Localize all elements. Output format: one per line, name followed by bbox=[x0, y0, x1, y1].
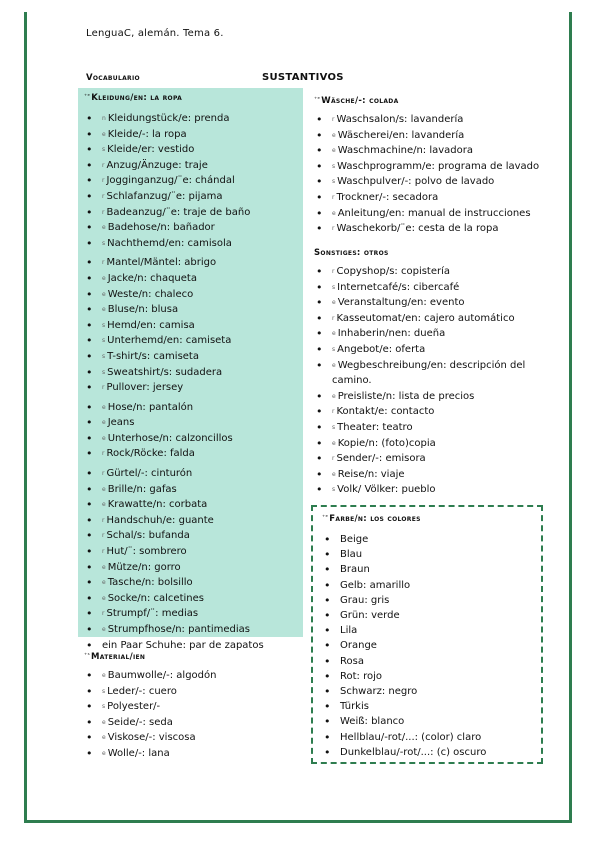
list-item bbox=[318, 714, 486, 729]
gender-marker: e bbox=[102, 749, 106, 757]
list-item bbox=[310, 264, 560, 280]
list-item-text: Strumpf/¨: medias bbox=[106, 608, 199, 620]
gender-marker: e bbox=[102, 563, 106, 571]
list-item-text: Trockner/-: secadora bbox=[336, 191, 439, 203]
gender-marker: r bbox=[332, 408, 335, 416]
gender-marker: r bbox=[102, 450, 105, 458]
list-item-text: Veranstaltung/en: evento bbox=[337, 297, 465, 309]
gender-marker: r bbox=[332, 268, 335, 275]
list-item bbox=[80, 622, 302, 638]
list-item bbox=[80, 746, 216, 762]
list-item bbox=[80, 638, 302, 654]
list-item-text: Brille/n: gafas bbox=[107, 483, 177, 495]
list-item bbox=[318, 638, 486, 653]
gender-marker: e bbox=[332, 439, 336, 447]
list-item-text: Hose/n: pantalón bbox=[107, 401, 194, 413]
gender-marker: r bbox=[102, 208, 105, 216]
vocab-title: Vocabulario bbox=[86, 73, 140, 83]
gender-marker: s bbox=[332, 486, 336, 494]
list-item bbox=[80, 699, 216, 715]
list-item-text: Kleide/-: la ropa bbox=[107, 128, 187, 140]
gender-marker: e bbox=[102, 626, 106, 633]
list-item bbox=[310, 358, 560, 389]
list-item-text: Anleitung/en: manual de instrucciones bbox=[337, 207, 531, 219]
list-item-text: Pullover: jersey bbox=[106, 382, 184, 394]
list-item-text: Kontakt/e: contacto bbox=[336, 406, 435, 418]
list-item-text: Waschmachine/n: lavadora bbox=[337, 145, 474, 157]
gender-marker: s bbox=[102, 703, 106, 711]
list-item bbox=[310, 295, 560, 311]
gender-marker: s bbox=[332, 345, 336, 353]
list-item bbox=[310, 404, 560, 420]
list-item-text: Jogginganzug/¨e: chándal bbox=[106, 175, 235, 187]
gender-marker: s bbox=[102, 368, 106, 376]
list-item-text: Beige bbox=[340, 534, 369, 545]
kleidung-group bbox=[80, 255, 302, 395]
list-item-text: Krawatte/n: corbata bbox=[107, 499, 208, 511]
list-item-text: Jacke/n: chaqueta bbox=[107, 272, 197, 284]
gender-marker: e bbox=[102, 734, 106, 742]
list-item bbox=[80, 220, 302, 236]
list-item bbox=[80, 497, 302, 513]
list-item bbox=[310, 482, 560, 498]
gender-marker: e bbox=[102, 130, 106, 138]
gender-marker: r bbox=[102, 161, 105, 169]
gender-marker: e bbox=[332, 392, 336, 400]
list-item-text: Preisliste/n: lista de precios bbox=[337, 390, 475, 402]
list-item-text: T-shirt/s: camiseta bbox=[107, 350, 199, 362]
list-item-text: Wegbeschreibung/en: descripción del camino. bbox=[332, 359, 526, 387]
list-item bbox=[318, 745, 486, 760]
list-item bbox=[80, 446, 302, 462]
list-item-text: Unterhose/n: calzoncillos bbox=[107, 432, 233, 444]
list-item bbox=[80, 142, 302, 158]
gender-marker: e bbox=[102, 579, 106, 587]
gender-marker: e bbox=[102, 485, 106, 493]
list-item bbox=[310, 326, 560, 342]
list-item-text: Jeans bbox=[107, 417, 135, 429]
list-item-text: Waschekorb/¨e: cesta de la ropa bbox=[336, 223, 499, 235]
farbe-title bbox=[322, 514, 421, 524]
gender-marker: r bbox=[102, 548, 105, 556]
list-item bbox=[80, 111, 302, 127]
list-item-text: Schal/s: bufanda bbox=[106, 530, 190, 542]
list-item-text: Sender/-: emisora bbox=[336, 453, 426, 465]
gender-marker: r bbox=[102, 532, 105, 540]
gender-marker: e bbox=[102, 594, 106, 602]
list-item bbox=[80, 318, 302, 334]
list-item-text: Weste/n: chaleco bbox=[107, 288, 194, 300]
list-item-text: ein Paar Schuhe: par de zapatos bbox=[102, 639, 264, 651]
gender-marker: r bbox=[332, 225, 335, 233]
list-item-text: Grau: gris bbox=[340, 594, 390, 606]
list-item bbox=[310, 389, 560, 405]
list-item bbox=[80, 466, 302, 482]
list-item bbox=[80, 400, 302, 416]
list-item bbox=[310, 467, 560, 483]
list-item bbox=[80, 528, 302, 544]
list-item-text: Kleidungstück/e: prenda bbox=[107, 113, 230, 124]
list-item bbox=[318, 608, 486, 623]
list-item-text: Mantel/Mäntel: abrigo bbox=[106, 257, 217, 269]
gender-marker: e bbox=[102, 274, 106, 282]
list-item bbox=[80, 431, 302, 447]
list-item-text: Strumpfhose/n: pantimedias bbox=[107, 624, 250, 635]
list-item bbox=[310, 280, 560, 296]
kleidung-group bbox=[80, 400, 302, 462]
list-item-text: Braun bbox=[340, 564, 370, 576]
list-item-text: Türkis bbox=[340, 701, 369, 713]
gender-marker: e bbox=[102, 434, 106, 442]
gender-marker: e bbox=[102, 290, 106, 298]
list-item-text: Hut/¨: sombrero bbox=[106, 546, 187, 558]
list-item-text: Leder/-: cuero bbox=[107, 685, 177, 697]
list-item-text: Inhaberin/nen: dueña bbox=[337, 328, 446, 340]
gender-marker: n bbox=[102, 115, 106, 122]
list-item bbox=[310, 206, 539, 222]
list-item-text: Bluse/n: blusa bbox=[107, 304, 179, 316]
list-item bbox=[318, 623, 486, 638]
gender-marker: s bbox=[332, 162, 336, 170]
kleidung-title-text: Kleidung/en: la ropa bbox=[91, 93, 183, 103]
gender-marker: e bbox=[102, 672, 106, 679]
gender-marker: r bbox=[332, 455, 335, 463]
list-item-text: Waschprogramm/e: programa de lavado bbox=[337, 160, 540, 172]
list-item-text: Kleide/er: vestido bbox=[107, 144, 195, 156]
gender-marker: e bbox=[332, 470, 336, 478]
list-item-text: Weiß: blanco bbox=[340, 716, 405, 728]
list-item-text: Gürtel/-: cinturón bbox=[106, 468, 193, 480]
gender-marker: r bbox=[102, 259, 105, 267]
list-item bbox=[310, 311, 560, 327]
list-item bbox=[80, 333, 302, 349]
gender-marker: r bbox=[102, 516, 105, 524]
gender-marker: r bbox=[332, 116, 335, 123]
gender-marker: e bbox=[332, 147, 336, 155]
section-marker-icon: ⁺ᵉ bbox=[84, 93, 91, 100]
list-item-text: Internetcafé/s: cibercafé bbox=[337, 281, 460, 293]
list-item bbox=[80, 482, 302, 498]
list-item bbox=[318, 654, 486, 669]
sonstiges-title-text: Sonstiges: otros bbox=[314, 248, 389, 258]
list-item-text: Mütze/n: gorro bbox=[107, 561, 181, 573]
kleidung-title bbox=[84, 93, 182, 103]
kleidung-list bbox=[80, 111, 302, 653]
list-item bbox=[310, 436, 560, 452]
list-item-text: Socke/n: calcetines bbox=[107, 592, 204, 604]
list-item bbox=[318, 593, 486, 608]
list-item bbox=[310, 420, 560, 436]
gender-marker: s bbox=[332, 178, 336, 186]
list-item-text: Hellblau/-rot/...: (color) claro bbox=[340, 731, 482, 743]
list-item bbox=[318, 669, 486, 684]
list-item bbox=[80, 591, 302, 607]
list-item bbox=[318, 562, 486, 577]
gender-marker: e bbox=[332, 131, 336, 139]
section-marker-icon: ⁺ᵉ bbox=[314, 96, 321, 103]
list-item-text: Rock/Röcke: falda bbox=[106, 448, 195, 460]
list-item-text: Schlafanzug/¨e: pijama bbox=[106, 190, 223, 202]
gender-marker: e bbox=[102, 403, 106, 411]
list-item bbox=[80, 236, 302, 252]
list-item bbox=[310, 159, 539, 175]
kleidung-group bbox=[80, 466, 302, 653]
list-item bbox=[80, 349, 302, 365]
list-item bbox=[318, 684, 486, 699]
gender-marker: r bbox=[332, 193, 335, 201]
list-item-text: Grün: verde bbox=[340, 610, 400, 622]
list-item bbox=[80, 684, 216, 700]
gender-marker: e bbox=[102, 501, 106, 509]
list-item bbox=[310, 128, 539, 144]
list-item-text: Kopie/n: (foto)copia bbox=[337, 437, 436, 449]
gender-marker: s bbox=[102, 337, 106, 345]
list-item bbox=[310, 342, 560, 358]
list-item-text: Baumwolle/-: algodón bbox=[107, 670, 217, 681]
list-item-text: Anzug/Änzuge: traje bbox=[106, 159, 208, 171]
list-item-text: Nachthemd/en: camisola bbox=[107, 237, 232, 249]
page-header: LenguaC, alemán. Tema 6. bbox=[86, 28, 224, 39]
sonstiges-title bbox=[314, 248, 389, 258]
list-item bbox=[80, 205, 302, 221]
list-item-text: Blau bbox=[340, 549, 363, 561]
list-item bbox=[310, 143, 539, 159]
list-item-text: Angebot/e: oferta bbox=[337, 343, 426, 355]
list-item bbox=[80, 255, 302, 271]
list-item-text: Wolle/-: lana bbox=[107, 747, 170, 759]
list-item-text: Badeanzug/¨e: traje de baño bbox=[106, 206, 251, 218]
list-item-text: Badehose/n: bañador bbox=[107, 222, 215, 234]
list-item bbox=[80, 380, 302, 396]
list-item bbox=[80, 606, 302, 622]
list-item-text: Tasche/n: bolsillo bbox=[107, 577, 193, 589]
gender-marker: s bbox=[102, 321, 106, 329]
list-item bbox=[80, 302, 302, 318]
list-item bbox=[318, 532, 486, 547]
gender-marker: s bbox=[102, 146, 106, 154]
gender-marker: r bbox=[102, 177, 105, 185]
list-item-text: Wäscherei/en: lavandería bbox=[337, 129, 465, 141]
list-item bbox=[80, 271, 302, 287]
sonstiges-list bbox=[310, 264, 560, 498]
gender-marker: e bbox=[102, 224, 106, 232]
list-item bbox=[80, 287, 302, 303]
list-item bbox=[310, 174, 539, 190]
waesche-title-text: Wäsche/-: colada bbox=[321, 96, 399, 106]
waesche-title bbox=[314, 96, 399, 106]
gender-marker: s bbox=[332, 423, 336, 431]
gender-marker: e bbox=[102, 306, 106, 314]
gender-marker: r bbox=[102, 470, 105, 478]
list-item-text: Polyester/- bbox=[107, 701, 161, 713]
section-marker-icon: ⁺ˢ bbox=[84, 652, 91, 659]
material-list bbox=[80, 668, 216, 762]
gender-marker: r bbox=[102, 192, 105, 200]
list-item bbox=[80, 365, 302, 381]
list-item bbox=[80, 575, 302, 591]
list-item-text: Orange bbox=[340, 640, 377, 652]
list-item-text: Sweatshirt/s: sudadera bbox=[107, 366, 223, 378]
farbe-list bbox=[318, 532, 486, 760]
list-item bbox=[310, 190, 539, 206]
gender-marker: r bbox=[102, 610, 105, 618]
list-item-text: Volk/ Völker: pueblo bbox=[337, 484, 436, 496]
gender-marker: e bbox=[332, 330, 336, 338]
list-item-text: Reise/n: viaje bbox=[337, 468, 405, 480]
list-item-text: Schwarz: negro bbox=[340, 686, 418, 698]
gender-marker: r bbox=[332, 314, 335, 322]
list-item-text: Handschuh/e: guante bbox=[106, 514, 214, 526]
list-item-text: Dunkelblau/-rot/...: (c) oscuro bbox=[340, 746, 487, 758]
sustantivos-title: SUSTANTIVOS bbox=[262, 72, 344, 83]
list-item-text: Lila bbox=[340, 625, 358, 637]
gender-marker: e bbox=[332, 361, 336, 369]
list-item-text: Seide/-: seda bbox=[107, 716, 173, 728]
list-item bbox=[80, 158, 302, 174]
section-marker-icon: ⁺ᵉ bbox=[322, 514, 329, 521]
list-item-text: Gelb: amarillo bbox=[340, 579, 411, 591]
list-item bbox=[80, 173, 302, 189]
list-item-text: Hemd/en: camisa bbox=[107, 319, 195, 331]
list-item-text: Rosa bbox=[340, 655, 364, 667]
list-item-text: Copyshop/s: copistería bbox=[336, 266, 451, 277]
list-item bbox=[310, 451, 560, 467]
list-item bbox=[318, 578, 486, 593]
list-item bbox=[80, 560, 302, 576]
gender-marker: e bbox=[332, 299, 336, 307]
list-item bbox=[80, 513, 302, 529]
list-item bbox=[318, 730, 486, 745]
list-item bbox=[80, 415, 302, 431]
gender-marker: e bbox=[102, 419, 106, 427]
gender-marker: s bbox=[102, 352, 106, 360]
list-item-text: Unterhemd/en: camiseta bbox=[107, 335, 232, 347]
gender-marker: e bbox=[102, 718, 106, 726]
list-item-text: Waschsalon/s: lavandería bbox=[336, 114, 464, 125]
list-item-text: Waschpulver/-: polvo de lavado bbox=[337, 176, 495, 188]
list-item bbox=[80, 127, 302, 143]
list-item-text: Theater: teatro bbox=[337, 421, 413, 433]
list-item-text: Rot: rojo bbox=[340, 670, 382, 682]
gender-marker: s bbox=[102, 239, 106, 247]
farbe-title-text: Farbe/n: los colores bbox=[329, 514, 421, 524]
list-item bbox=[318, 699, 486, 714]
material-title bbox=[84, 652, 145, 662]
gender-marker: e bbox=[332, 209, 336, 217]
list-item bbox=[310, 221, 539, 237]
list-item-text: Viskose/-: viscosa bbox=[107, 732, 196, 744]
list-item bbox=[80, 715, 216, 731]
gender-marker: s bbox=[332, 283, 336, 291]
waesche-list bbox=[310, 112, 539, 237]
list-item bbox=[80, 544, 302, 560]
list-item-text: Kasseutomat/en: cajero automático bbox=[336, 312, 515, 324]
kleidung-group bbox=[80, 111, 302, 251]
gender-marker: r bbox=[102, 384, 105, 392]
list-item bbox=[80, 668, 216, 684]
list-item bbox=[80, 189, 302, 205]
material-title-text: Material/ien bbox=[91, 652, 146, 662]
list-item bbox=[318, 547, 486, 562]
list-item bbox=[80, 730, 216, 746]
gender-marker: s bbox=[102, 687, 106, 695]
list-item bbox=[310, 112, 539, 128]
